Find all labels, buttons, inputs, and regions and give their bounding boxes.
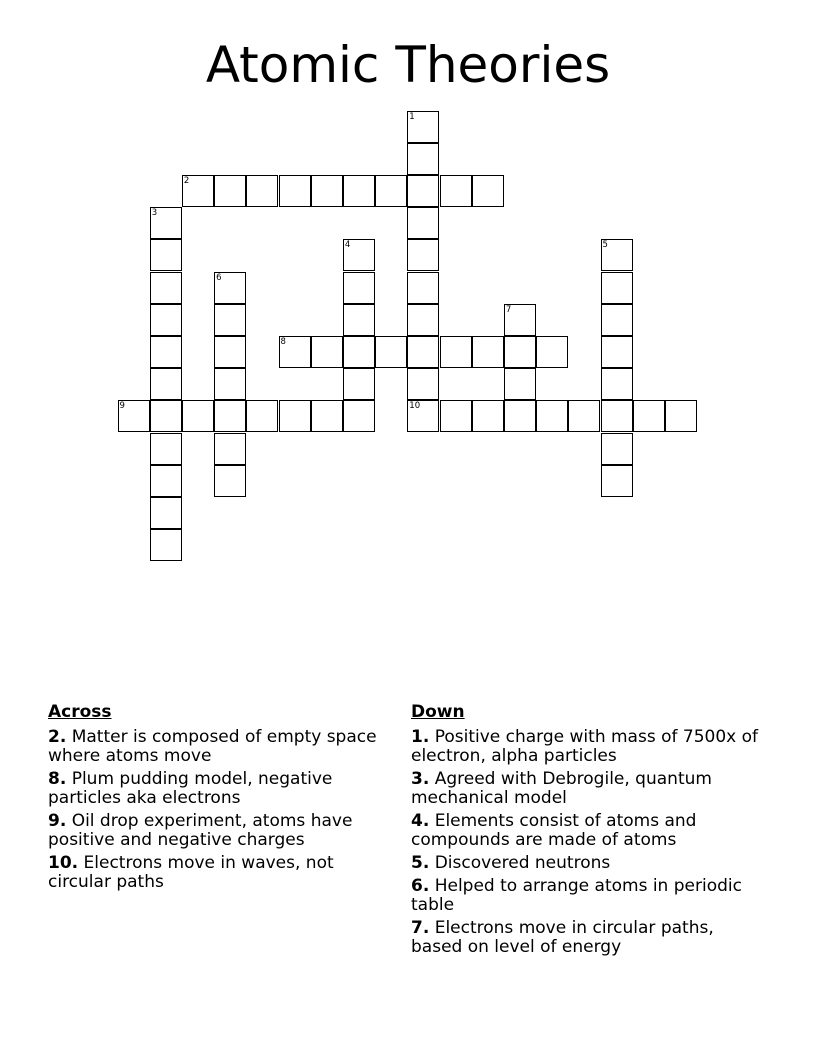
clue-number: 8. [48,769,67,789]
grid-cell[interactable] [279,175,311,207]
clue-text: Agreed with Debrogile, quantum mechanical model [411,769,712,808]
grid-cell[interactable] [375,175,407,207]
grid-cell[interactable] [214,368,246,400]
clue-down-5 [411,854,761,873]
grid-cell[interactable] [504,336,536,368]
grid-cell[interactable] [214,175,246,207]
grid-cell[interactable] [246,400,278,432]
grid-cell[interactable] [601,304,633,336]
clue-text: Discovered neutrons [434,853,611,873]
grid-cell[interactable] [343,400,375,432]
clue-text: Matter is composed of empty space where atoms move [48,727,377,766]
cell-number: 10 [409,401,421,412]
grid-cell[interactable] [150,465,182,497]
grid-cell[interactable] [504,400,536,432]
grid-cell[interactable] [150,368,182,400]
across-heading: Across [48,702,112,722]
grid-cell[interactable] [601,336,633,368]
grid-cell[interactable] [343,272,375,304]
cell-number: 3 [151,208,158,219]
clue-across-10 [48,854,388,892]
grid-cell[interactable] [440,175,472,207]
grid-cell[interactable] [407,239,439,271]
grid-cell[interactable] [343,175,375,207]
grid-cell[interactable] [407,400,439,432]
grid-cell[interactable] [536,336,568,368]
grid-cell[interactable] [407,143,439,175]
grid-cell[interactable] [601,400,633,432]
clue-number: 6. [411,876,430,896]
grid-cell[interactable] [343,304,375,336]
across-clues [48,702,388,896]
grid-cell[interactable] [407,272,439,304]
grid-cell[interactable] [375,336,407,368]
grid-cell[interactable] [343,239,375,271]
cell-number: 4 [344,240,351,251]
grid-cell[interactable] [601,433,633,465]
grid-cell[interactable] [311,175,343,207]
grid-cell[interactable] [214,336,246,368]
grid-cell[interactable] [150,336,182,368]
grid-cell[interactable] [407,175,439,207]
clue-text: Electrons move in circular paths, based on level of energy [411,918,714,957]
grid-cell[interactable] [214,272,246,304]
clue-down-1 [411,728,761,766]
grid-cell[interactable] [601,465,633,497]
grid-cell[interactable] [150,304,182,336]
grid-cell[interactable] [150,497,182,529]
grid-cell[interactable] [472,336,504,368]
grid-cell[interactable] [214,400,246,432]
grid-cell[interactable] [536,400,568,432]
grid-cell[interactable] [150,207,182,239]
grid-cell[interactable] [407,368,439,400]
grid-cell[interactable] [182,175,214,207]
grid-cell[interactable] [407,304,439,336]
grid-cell[interactable] [633,400,665,432]
cell-number: 8 [280,336,286,347]
cell-number: 7 [505,304,512,315]
clue-number: 2. [48,727,67,747]
grid-cell[interactable] [601,239,633,271]
grid-cell[interactable] [407,336,439,368]
grid-cell[interactable] [150,239,182,271]
grid-cell[interactable] [214,433,246,465]
cell-number: 5 [602,240,608,251]
grid-cell[interactable] [182,400,214,432]
clue-text: Helped to arrange atoms in periodic table [411,876,742,915]
grid-cell[interactable] [407,207,439,239]
cell-number: 1 [409,111,415,122]
grid-cell[interactable] [440,336,472,368]
grid-cell[interactable] [440,400,472,432]
grid-cell[interactable] [601,368,633,400]
grid-cell[interactable] [311,336,343,368]
clue-down-3 [411,770,761,808]
grid-cell[interactable] [343,336,375,368]
cell-number: 6 [216,272,222,283]
clue-text: Plum pudding model, negative particles aka electrons [48,769,333,808]
grid-cell[interactable] [472,175,504,207]
grid-cell[interactable] [150,400,182,432]
clue-across-9 [48,812,388,850]
grid-cell[interactable] [311,400,343,432]
clue-number: 1. [411,727,430,747]
grid-cell[interactable] [279,400,311,432]
grid-cell[interactable] [504,304,536,336]
grid-cell[interactable] [246,175,278,207]
grid-cell[interactable] [472,400,504,432]
clue-down-4 [411,812,761,850]
page-title: Atomic Theories [205,36,611,94]
clue-number: 5. [411,853,430,873]
grid-cell[interactable] [150,433,182,465]
cell-number: 9 [119,401,125,412]
grid-cell[interactable] [214,465,246,497]
grid-cell[interactable] [601,272,633,304]
clue-text: Oil drop experiment, atoms have positive and negative charges [48,811,353,850]
clue-number: 9. [48,811,67,831]
clue-text: Elements consist of atoms and compounds are made of atoms [411,811,697,850]
grid-cell[interactable] [407,111,439,143]
cell-number: 2 [183,175,190,186]
clue-number: 10. [48,853,79,873]
grid-cell[interactable] [150,529,182,561]
grid-cell[interactable] [118,400,150,432]
down-clues [411,702,761,961]
grid-cell[interactable] [279,336,311,368]
clue-across-8 [48,770,388,808]
grid-cell[interactable] [343,368,375,400]
down-heading: Down [411,702,465,722]
clue-down-7 [411,919,761,957]
clue-down-6 [411,877,761,915]
grid-cell[interactable] [504,368,536,400]
clue-number: 3. [411,769,430,789]
grid-cell[interactable] [150,272,182,304]
clue-number: 4. [411,811,430,831]
grid-cell[interactable] [214,304,246,336]
clue-number: 7. [411,918,430,938]
clue-across-2 [48,728,388,766]
clue-text: Positive charge with mass of 7500x of electron, alpha particles [411,727,758,766]
grid-cell[interactable] [568,400,600,432]
grid-cell[interactable] [665,400,697,432]
clue-text: Electrons move in waves, not circular paths [48,853,334,892]
